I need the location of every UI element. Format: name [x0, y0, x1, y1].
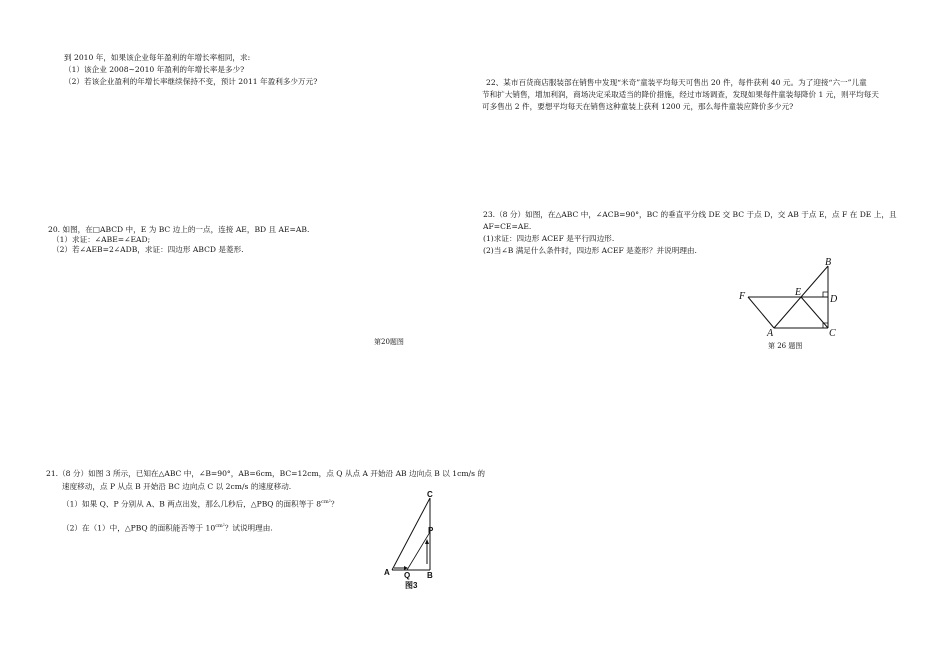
q22-line2: 节和扩大销售，增加利润，商场决定采取适当的降价措施，经过市场调查，发现如果每件童装每降价 1 元，则平均每天	[482, 90, 879, 99]
q23-triangle-figure	[734, 254, 844, 354]
q23-label-b: B	[825, 257, 832, 268]
q23-part2: (2)当∠B 满足什么条件时，四边形 ACEF 是菱形？并说明理由.	[483, 246, 697, 255]
q21-label-q: Q	[404, 571, 411, 580]
q21-label-a: A	[384, 568, 390, 577]
q21-part2-end: ？试说明理由.	[224, 523, 273, 533]
q20-part1: （1）求证：∠ABE=∠EAD;	[52, 235, 151, 244]
q23-stem-line1: 23.（8 分）如图，在△ABC 中，∠ACB=90°，BC 的垂直平分线 DE 交 BC 于点 D，交 AB 于点 E，点 F 在 DE 上，且	[483, 210, 897, 219]
q21-label-c: C	[427, 490, 433, 499]
q21-side-ac	[392, 498, 430, 570]
q20-part2: （2）若∠AEB=2∠ADB，求证：四边形 ABCD 是菱形.	[52, 245, 244, 254]
q21-stem-line1: 21.（8 分）如图 3 所示，已知在△ABC 中，∠B=90°，AB=6cm，BC=12cm，点 Q 从点 A 开始沿 AB 边向点 B 以 1cm/s 的	[46, 469, 485, 478]
q23-label-c: C	[829, 328, 836, 339]
q23-figure-caption: 第 26 题图	[768, 342, 803, 350]
q20-figure-caption: 第20题图	[374, 338, 404, 346]
q21-stem-line2: 速度移动，点 P 从点 B 开始沿 BC 边向点 C 以 2cm/s 的速度移动.	[62, 482, 292, 491]
q19-part2: （2）若该企业盈利的年增长率继续保持不变，预计 2011 年盈利多少万元?	[64, 77, 318, 86]
q19-intro: 到 2010 年，如果该企业每年盈利的年增长率相同，求:	[64, 53, 251, 62]
q21-part2-unit: cm²	[215, 523, 225, 529]
q21-part1-end: ？	[330, 499, 339, 509]
q23-segment-fa	[748, 297, 774, 328]
q23-label-d: D	[830, 294, 838, 305]
q21-triangle-figure	[378, 486, 446, 594]
q21-label-p: P	[428, 526, 434, 535]
q20-stem: 20. 如图，在□ABCD 中，E 为 BC 边上的一点，连接 AE，BD 且 AE=AB.	[48, 225, 310, 234]
q19-part1: （1）该企业 2008~2010 年盈利的年增长率是多少?	[64, 65, 245, 74]
q22-line3: 可多售出 2 件，要想平均每天在销售这种童装上获利 1200 元，那么每件童装应降价多少元?	[482, 102, 794, 111]
q21-part2	[62, 521, 273, 534]
q23-label-a: A	[767, 328, 774, 339]
q21-part1-text: （1）如果 Q、P 分别从 A、B 两点出发，那么几秒后，△PBQ 的面积等于 8	[62, 499, 322, 509]
q23-right-angle-d	[823, 292, 828, 297]
q21-part1-unit: cm²	[321, 499, 331, 505]
q21-label-b: B	[427, 571, 433, 580]
q21-figure-caption: 图3	[405, 581, 418, 590]
q23-label-f: F	[739, 291, 746, 302]
q21-part2-text: （2）在（1）中，△PBQ 的面积能否等于 10	[62, 523, 216, 533]
q23-label-e: E	[795, 287, 802, 298]
q22-line1: 22、某市百货商店服装部在销售中发现“米奇”童装平均每天可售出 20 件，每件获利 40 元。为了迎接“六一”儿童	[486, 78, 867, 87]
q23-stem-line2: AF=CE=AE.	[483, 222, 532, 231]
q21-part1	[62, 497, 338, 510]
q23-part1: (1)求证：四边形 ACEF 是平行四边形.	[483, 234, 615, 243]
